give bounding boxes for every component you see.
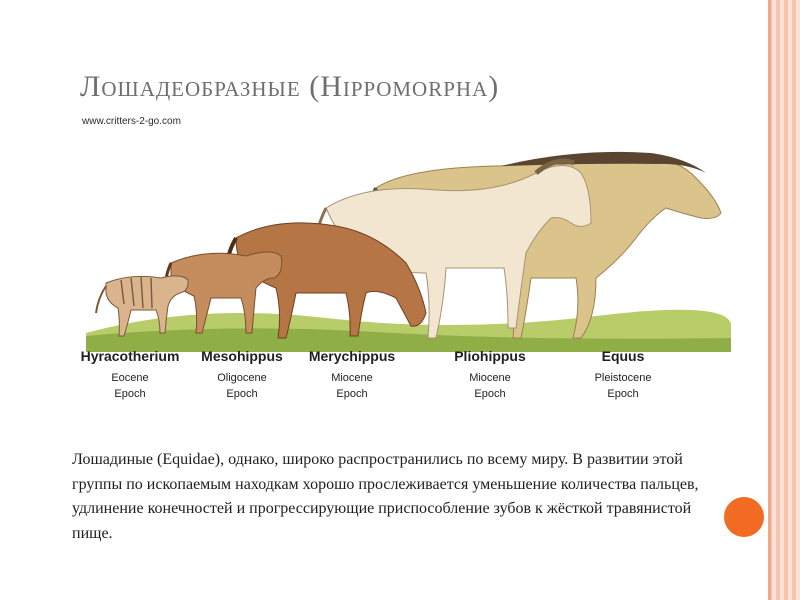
epoch-unit: Epoch: [114, 388, 146, 400]
horse-name: Merychippus: [308, 348, 396, 364]
horse-evolution-illustration: [76, 128, 736, 368]
epoch-unit: Epoch: [336, 388, 368, 400]
epoch-name: Eocene: [111, 372, 149, 384]
label-equus: [570, 348, 676, 402]
horse-epoch: [196, 370, 288, 402]
horse-epoch: [570, 370, 676, 402]
horse-epoch: [70, 370, 190, 402]
horse-name: Mesohippus: [201, 348, 283, 364]
epoch-name: Oligocene: [217, 372, 267, 384]
horse-name: Pliohippus: [454, 348, 526, 364]
horse-name: Equus: [601, 348, 645, 364]
label-mesohippus: [196, 348, 288, 402]
epoch-name: Pleistocene: [594, 372, 652, 384]
slide-title: Лошадеобразные (Hippomorpha): [80, 70, 500, 103]
horse-epoch: [440, 370, 540, 402]
horse-epoch: [302, 370, 402, 402]
slide-border-decoration: [768, 0, 800, 600]
horse-labels: [70, 348, 740, 418]
body-text: Лошадиные (Equidae), однако, широко распространились по всему миру. В развитии этой группы по ископаемым находкам хорошо прослеживается уменьшение количества пальцев, удлинение конечностей и прогрессирующие приспособление зубов к жёсткой травянистой пище.: [72, 451, 699, 542]
label-hyracotherium: [70, 348, 190, 402]
label-pliohippus: [440, 348, 540, 402]
source-url: www.critters-2-go.com: [82, 116, 181, 127]
horse-name: Hyracotherium: [80, 348, 180, 364]
epoch-name: Miocene: [469, 372, 511, 384]
label-merychippus: [302, 348, 402, 402]
epoch-unit: Epoch: [226, 388, 258, 400]
epoch-name: Miocene: [331, 372, 373, 384]
epoch-unit: Epoch: [474, 388, 506, 400]
epoch-unit: Epoch: [607, 388, 639, 400]
orange-circle-decoration: [724, 497, 764, 537]
